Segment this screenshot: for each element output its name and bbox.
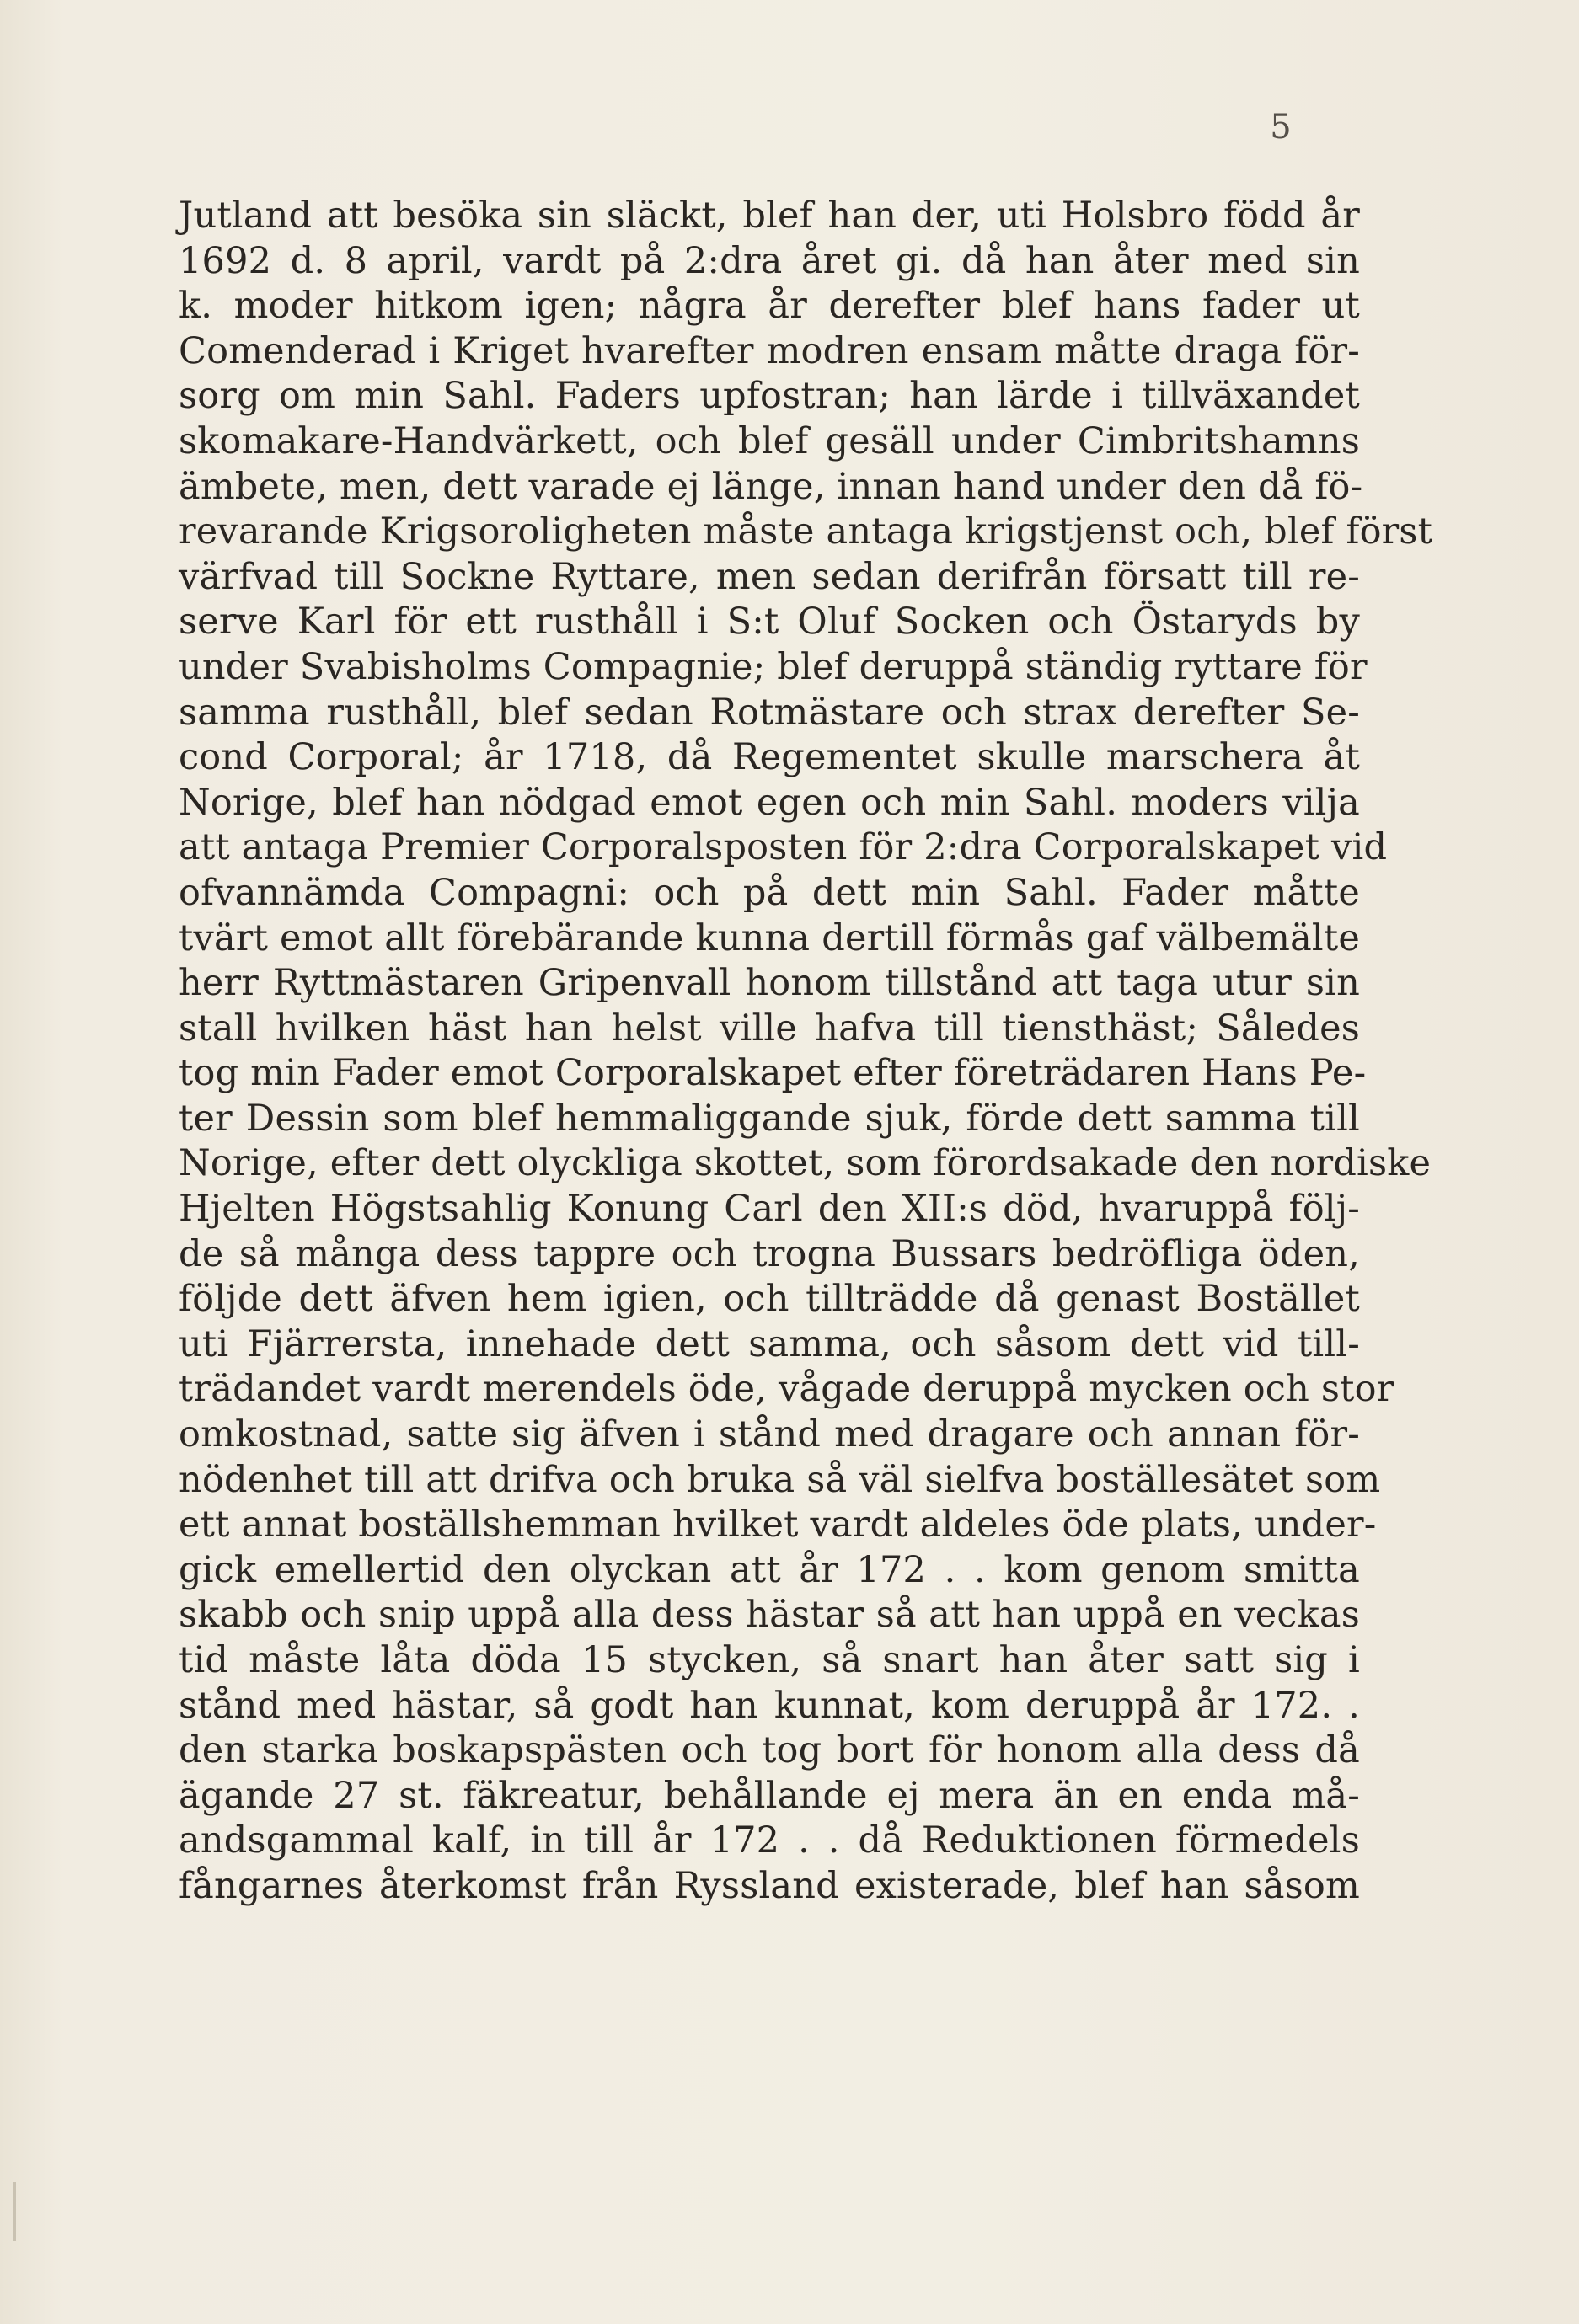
text-line: Jutland att besöka sin släckt, blef han der, uti Holsbro född år	[179, 195, 1360, 237]
text-line: ofvannämda Compagni: och på dett min Sahl. Fader måtte	[179, 871, 1360, 914]
text-line: följde dett äfven hem igien, och tillträdde då genast Bostället	[179, 1278, 1360, 1321]
text-line: tog min Fader emot Corporalskapet efter företrädaren Hans Pe-	[179, 1052, 1367, 1095]
text-line: de så många dess tappre och trogna Bussars bedröfliga öden,	[179, 1232, 1360, 1275]
text-line: skabb och snip uppå alla dess hästar så att han uppå en veckas	[179, 1594, 1360, 1637]
text-line: cond Corporal; år 1718, då Regementet skulle marschera åt	[179, 736, 1360, 779]
text-line: uti Fjärrersta, innehade dett samma, och såsom dett vid till-	[179, 1322, 1360, 1365]
text-line: Norige, blef han nödgad emot egen och min Sahl. moders vilja	[179, 781, 1360, 824]
text-line: 1692 d. 8 april, vardt på 2:dra året gi. då han åter med sin	[179, 239, 1360, 282]
text-line: Comenderad i Kriget hvarefter modren ensam måtte draga för-	[179, 329, 1360, 372]
text-line: den starka boskapspästen och tog bort för honom alla dess då	[179, 1729, 1360, 1772]
text-line: fångarnes återkomst från Ryssland existerade, blef han såsom	[179, 1864, 1360, 1907]
body-text	[179, 194, 1433, 1910]
text-line: att antaga Premier Corporalsposten för 2:dra Corporalskapet vid	[179, 826, 1388, 869]
page-edge-mark	[13, 2182, 16, 2241]
page-number: 5	[1270, 108, 1292, 147]
text-line: ägande 27 st. fäkreatur, behållande ej mera än en enda må-	[179, 1774, 1360, 1817]
text-line: revarande Krigsoroligheten måste antaga krigstjenst och, blef först	[179, 510, 1433, 553]
text-line: ämbete, men, dett varade ej länge, innan hand under den då fö-	[179, 465, 1363, 508]
text-line: Hjelten Högstsahlig Konung Carl den XII:s död, hvaruppå följ-	[179, 1188, 1360, 1231]
text-line: omkostnad, satte sig äfven i stånd med dragare och annan för-	[179, 1413, 1360, 1456]
text-line: skomakare-Handvärkett, och blef gesäll under Cimbritshamns	[179, 419, 1360, 462]
text-line: trädandet vardt merendels öde, vågade deruppå mycken och stor	[179, 1368, 1394, 1411]
text-line: nödenhet till att drifva och bruka så väl sielfva boställesätet som	[179, 1458, 1381, 1501]
text-line: tid måste låta döda 15 stycken, så snart han åter satt sig i	[179, 1639, 1360, 1681]
text-line: andsgammal kalf, in till år 172 . . då Reduktionen förmedels	[179, 1819, 1360, 1862]
text-line: värfvad till Sockne Ryttare, men sedan derifrån försatt till re-	[179, 555, 1360, 598]
text-line: stall hvilken häst han helst ville hafva till tiensthäst; Således	[179, 1007, 1360, 1050]
text-line: stånd med hästar, så godt han kunnat, kom deruppå år 172. .	[179, 1684, 1360, 1727]
text-line: ter Dessin som blef hemmaliggande sjuk, förde dett samma till	[179, 1097, 1360, 1140]
text-line: serve Karl för ett rusthåll i S:t Oluf Socken och Östaryds by	[179, 601, 1360, 644]
text-line: sorg om min Sahl. Faders upfostran; han lärde i tillväxandet	[179, 375, 1360, 418]
text-line: samma rusthåll, blef sedan Rotmästare och strax derefter Se-	[179, 691, 1360, 734]
text-line: gick emellertid den olyckan att år 172 . . kom genom smitta	[179, 1548, 1360, 1591]
text-line: k. moder hitkom igen; några år derefter blef hans fader ut	[179, 285, 1360, 328]
text-line: tvärt emot allt förebärande kunna dertill förmås gaf välbemälte	[179, 916, 1360, 959]
text-line: ett annat boställshemman hvilket vardt aldeles öde plats, under-	[179, 1504, 1377, 1547]
text-line: herr Ryttmästaren Gripenvall honom tillstånd att taga utur sin	[179, 962, 1360, 1005]
text-line: Norige, efter dett olyckliga skottet, som förordsakade den nordiske	[179, 1142, 1432, 1185]
text-line: under Svabisholms Compagnie; blef deruppå ständig ryttare för	[179, 645, 1368, 688]
